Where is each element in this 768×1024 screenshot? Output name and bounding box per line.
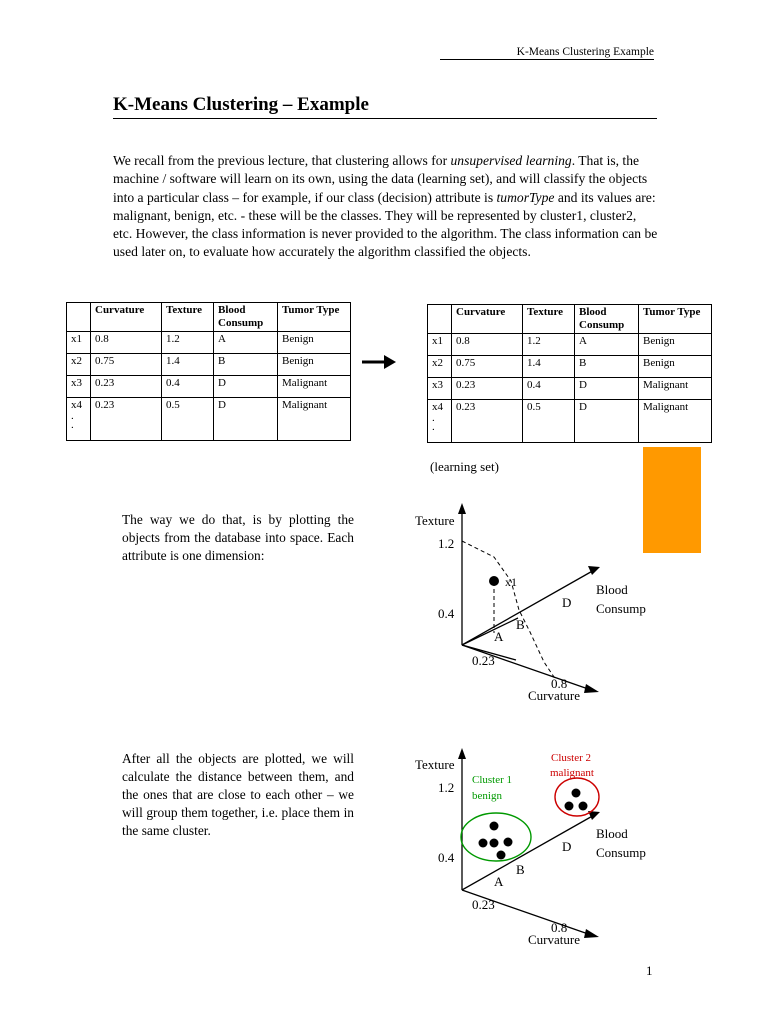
intro-text-3: and its values are: malignant, benign, etc. - these will be the classes. They will be represented by cluster1, cluster2, etc. However, the class information is never provided to the algorithm. The class information can be used later on, to evaluate how accurately the algorithm classified the objects. xyxy=(113,189,658,260)
z-axis-label: Consump xyxy=(596,845,646,860)
x-axis-arrowhead xyxy=(584,929,599,938)
z-axis-label: Blood xyxy=(596,826,628,841)
table-cell: 0.23 xyxy=(91,398,162,441)
table-cell: 0.75 xyxy=(452,356,523,378)
z-tick-label: D xyxy=(562,595,572,610)
table-cell: 1.4 xyxy=(162,354,214,376)
data-point xyxy=(565,802,574,811)
data-point xyxy=(497,851,506,860)
table-header-cell: Blood Consump xyxy=(575,305,639,334)
data-point xyxy=(504,838,513,847)
continuation-dot: . xyxy=(71,410,74,422)
x-tick-label: 0.8 xyxy=(551,676,568,691)
table-cell: A xyxy=(575,334,639,356)
table-header-cell: Texture xyxy=(162,303,214,332)
table-cell: D xyxy=(575,378,639,400)
row-label: x4 xyxy=(432,401,443,413)
x-tick-label: 0.23 xyxy=(472,653,495,668)
z-tick-label: B xyxy=(516,862,525,877)
learning-set-caption: (learning set) xyxy=(430,459,499,474)
table-cell: x3 xyxy=(428,378,452,400)
paragraph-text: After all the objects are plotted, we will calculate the distance between them, and the ones that are close to each other – we will group them together, i.e. place them in the same cluster. xyxy=(122,751,354,838)
table-cell: x1 xyxy=(67,332,91,354)
table-header-cell: Tumor Type xyxy=(639,305,712,334)
table-cell: 0.23 xyxy=(452,400,523,443)
page-number: 1 xyxy=(646,963,653,978)
table-cell: B xyxy=(575,356,639,378)
table-cell: 0.5 xyxy=(523,400,575,443)
table-cell: D xyxy=(214,398,278,441)
continuation-dot: . xyxy=(71,419,74,431)
table-cell: Benign xyxy=(639,334,712,356)
y-tick-label: 1.2 xyxy=(438,536,455,551)
x-axis-label: Curvature xyxy=(528,932,580,947)
intro-text-1: We recall from the previous lecture, that clustering allows for xyxy=(113,153,451,168)
table-cell: Malignant xyxy=(639,378,712,400)
cluster-2-sublabel: malignant xyxy=(550,767,594,779)
table-cell: D xyxy=(214,376,278,398)
table-cell: A xyxy=(214,332,278,354)
y-axis-arrowhead xyxy=(458,748,466,759)
y-tick-label: 0.4 xyxy=(438,850,455,865)
table-header-cell: Curvature xyxy=(91,303,162,332)
intro-text-2: . That is, the machine / software will learn on its own, using the data (learning set), and will classify the objects into a particular class – for example, if our class (decision) attribute is xyxy=(113,153,648,205)
table-cell: Benign xyxy=(278,354,351,376)
z-axis-label: Consump xyxy=(596,601,646,616)
z-axis-line xyxy=(462,814,596,890)
continuation-dot: . xyxy=(432,421,435,433)
data-point xyxy=(572,789,581,798)
table-header-cell: Curvature xyxy=(452,305,523,334)
table-cell: Malignant xyxy=(278,376,351,398)
table-cell: B xyxy=(214,354,278,376)
y-tick-label: 1.2 xyxy=(438,780,455,795)
table-cell: 0.4 xyxy=(523,378,575,400)
table-cell: x2 xyxy=(67,354,91,376)
table-cell: Benign xyxy=(278,332,351,354)
table-cell: 0.8 xyxy=(91,332,162,354)
intro-emphasis-1: unsupervised learning xyxy=(450,153,572,168)
z-tick-label: D xyxy=(562,839,572,854)
table-cell: 0.8 xyxy=(452,334,523,356)
table-cell: x1 xyxy=(428,334,452,356)
z-tick-label: A xyxy=(494,629,504,644)
data-point xyxy=(479,839,488,848)
table-cell: Malignant xyxy=(278,398,351,441)
table-cell: 0.75 xyxy=(91,354,162,376)
table-cell: 0.23 xyxy=(452,378,523,400)
point-label: x1 xyxy=(505,575,517,589)
running-header: K-Means Clustering Example xyxy=(440,46,654,60)
z-tick-label: A xyxy=(494,874,504,889)
table-cell: D xyxy=(575,400,639,443)
cluster-2-label: Cluster 2 xyxy=(551,752,592,764)
x-axis-label: Curvature xyxy=(528,688,580,703)
cluster-1-ellipse xyxy=(461,813,531,861)
table-header-cell: Texture xyxy=(523,305,575,334)
table-cell: 1.4 xyxy=(523,356,575,378)
table-cell: 0.23 xyxy=(91,376,162,398)
cluster-1-sublabel: benign xyxy=(472,790,502,802)
table-cell: x2 xyxy=(428,356,452,378)
table-cell: Benign xyxy=(639,356,712,378)
z-tick-label: B xyxy=(516,617,525,632)
data-point xyxy=(579,802,588,811)
x-tick-label: 0.8 xyxy=(551,920,568,935)
continuation-dot: . xyxy=(432,412,435,424)
intro-emphasis-2: tumorType xyxy=(496,189,555,205)
table-header-cell: Tumor Type xyxy=(278,303,351,332)
paragraph-text: The way we do that, is by plotting the objects from the database into space. Each attribute is one dimension: xyxy=(122,512,354,563)
table-header-cell: Blood Consump xyxy=(214,303,278,332)
page-title: K-Means Clustering – Example xyxy=(113,94,657,119)
y-axis-label: Texture xyxy=(415,757,455,772)
table-cell: x3 xyxy=(67,376,91,398)
table-cell: 0.5 xyxy=(162,398,214,441)
row-label: x4 xyxy=(71,399,82,411)
cluster-1-label: Cluster 1 xyxy=(472,774,513,786)
table-cell: Malignant xyxy=(639,400,712,443)
y-axis-label: Texture xyxy=(415,513,455,528)
table-cell: 1.2 xyxy=(523,334,575,356)
y-tick-label: 0.4 xyxy=(438,606,455,621)
table-cell: 1.2 xyxy=(162,332,214,354)
data-point xyxy=(490,839,499,848)
z-axis-label: Blood xyxy=(596,582,628,597)
data-point xyxy=(490,822,499,831)
table-cell: 0.4 xyxy=(162,376,214,398)
x-tick-label: 0.23 xyxy=(472,897,495,912)
